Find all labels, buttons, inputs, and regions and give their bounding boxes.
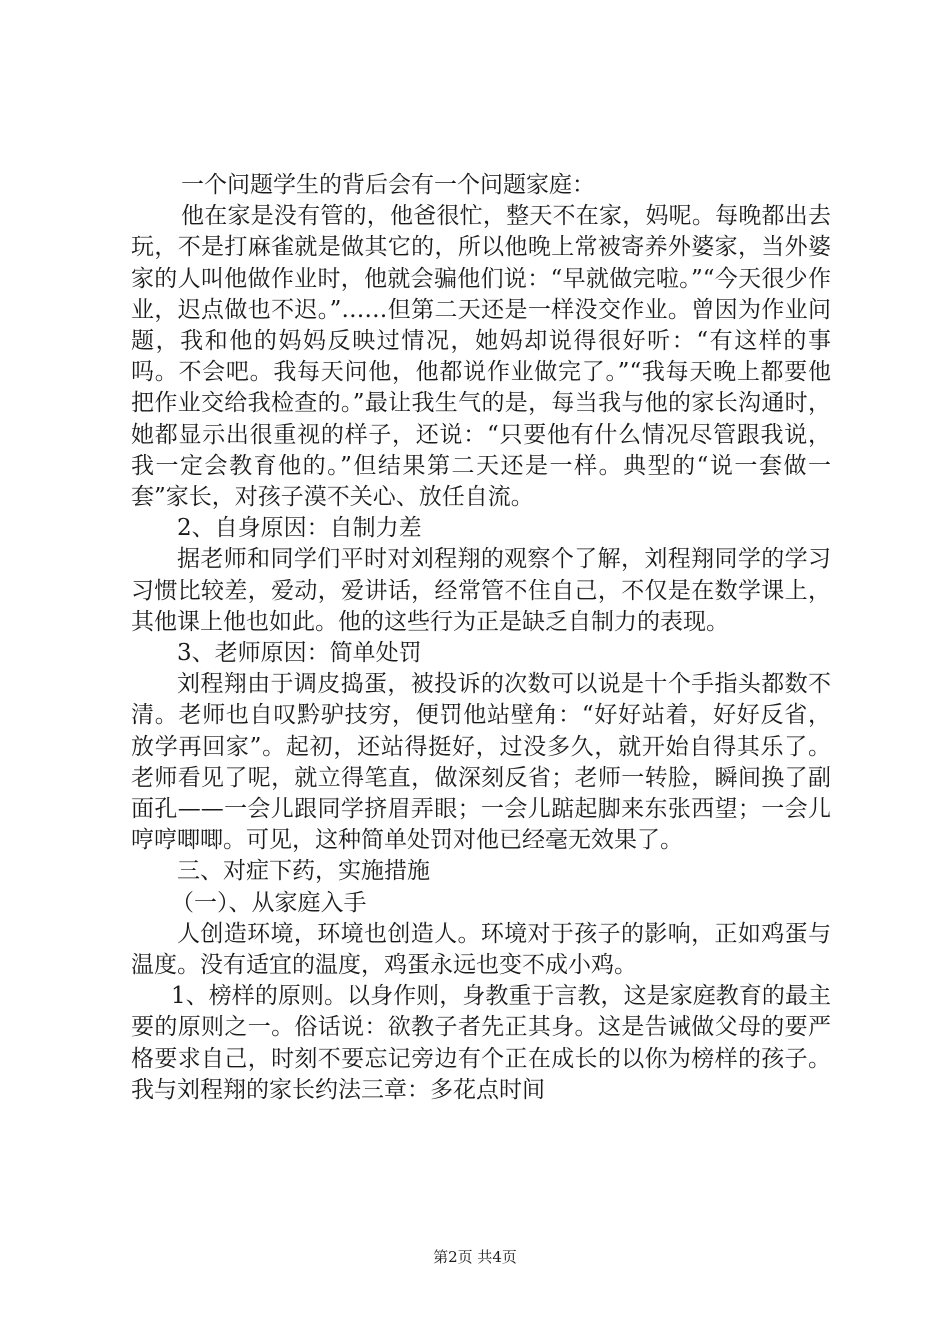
subsection-heading-family: （一）、从家庭入手 [171, 889, 367, 916]
teacher-reason-paragraph: 刘程翔由于调皮捣蛋，被投诉的次数可以说是十个手指头都数不清。老师也自叹黔驴技穷，便罚他站壁角：“好好站着，好好反省，放学再回家”。起初，还站得挺好，过没多久，就开始自得其乐了。老师看见了呢，就立得笔直，做深刻反省；老师一转脸，瞬间换了副面孔——一会儿跟同学挤眉弄眼；一会儿踮起脚来东张西望；一会儿哼哼唧唧。可见，这种简单处罚对他已经毫无效果了。 [131, 671, 831, 854]
intro-line: 一个问题学生的背后会有一个问题家庭： [181, 172, 595, 198]
page-footer: 第2页 共4页 [433, 1248, 517, 1266]
role-model-paragraph: 1、榜样的原则。以身作则，身教重于言教，这是家庭教育的最主要的原则之一。俗话说：欲教子者先正其身。这是告诫做父母的要严格要求自己，时刻不要忘记旁边有个正在成长的以你为榜样的孩子。我与刘程翔的家长约法三章：多花点时间 [131, 983, 831, 1103]
section-heading-teacher-reason: 3、老师原因：简单处罚 [177, 640, 422, 667]
family-reason-paragraph: 他在家是没有管的，他爸很忙，整天不在家，妈呢。每晚都出去玩，不是打麻雀就是做其它的，所以他晚上常被寄养外婆家，当外婆家的人叫他做作业时，他就会骗他们说：“早就做完啦。”“今天很少作业，迟点做也不迟。”……但第二天还是一样没交作业。曾因为作业问题，我和他的妈妈反映过情况，她妈却说得很好听：“有这样的事吗。不会吧。我每天问他，他都说作业做完了。”“我每天晚上都要他把作业交给我检查的。”最让我生气的是，每当我与他的家长沟通时，她都显示出很重视的样子，还说：“只要他有什么情况尽管跟我说，我一定会教育他的。”但结果第二天还是一样。典型的“说一套做一套”家长，对孩子漠不关心、放任自流。 [131, 203, 831, 511]
section-heading-self-reason: 2、自身原因：自制力差 [177, 515, 422, 542]
environment-paragraph: 人创造环境，环境也创造人。环境对于孩子的影响，正如鸡蛋与温度。没有适宜的温度，鸡蛋永远也变不成小鸡。 [131, 920, 831, 979]
section-heading-measures: 三、对症下药，实施措施 [177, 858, 430, 885]
document-body [131, 170, 831, 1106]
self-reason-paragraph: 据老师和同学们平时对刘程翔的观察个了解，刘程翔同学的学习习惯比较差，爱动，爱讲话，经常管不住自己，不仅是在数学课上，其他课上他也如此。他的这些行为正是缺乏自制力的表现。 [131, 546, 831, 635]
